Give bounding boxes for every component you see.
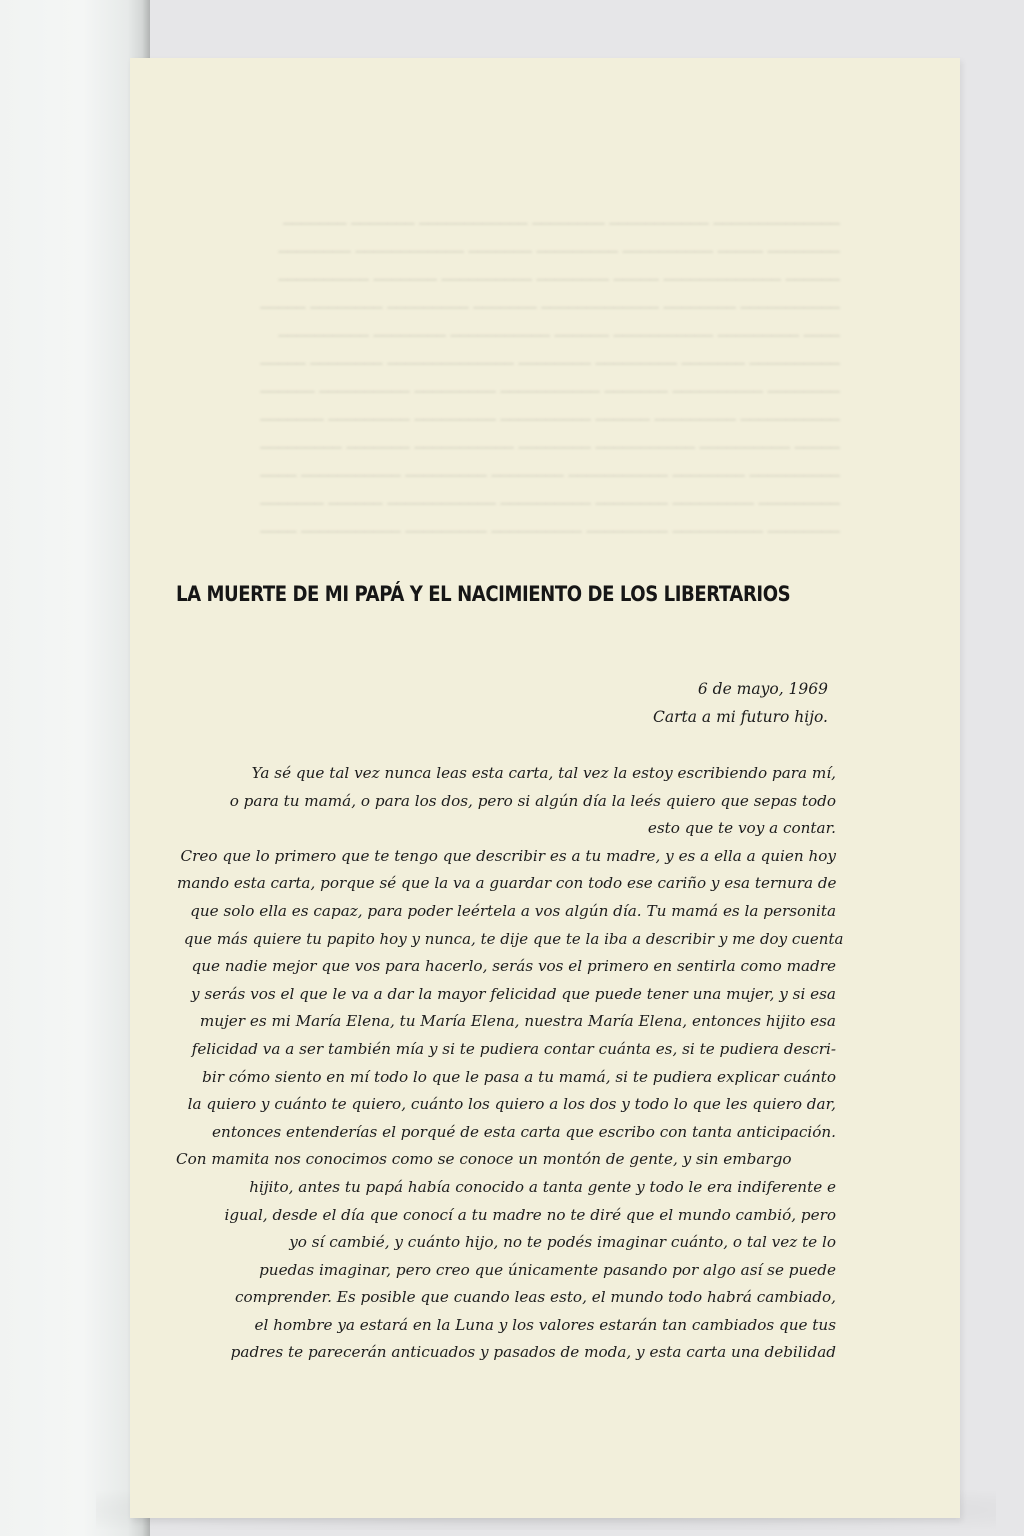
body-line: bir cómo siento en mí todo lo que le pasa a tu mamá, si te pudiera explicar cuánto [202,1067,836,1086]
body-line: puedas imaginar, pero creo que únicamente pasando por algo así se puede [259,1260,836,1279]
body-line: yo sí cambié, y cuánto hijo, no te podés imaginar cuánto, o tal vez te lo [289,1233,836,1252]
letter-body [176,760,844,1367]
body-line: Con mamita nos conocimos como se conoce un montón de gente, y sin embargo [176,1150,792,1169]
body-line: la quiero y cuánto te quiero, cuánto los quiero a los dos y todo lo que les quiero dar, [187,1095,836,1114]
body-line: Creo que lo primero que te tengo que describir es a tu madre, y es a ella a quien hoy [180,846,836,865]
letter-date: 6 de mayo, 1969 [697,680,828,698]
body-line: el hombre ya estará en la Luna y los valores estarán tan cambiados que tus [254,1315,836,1334]
body-line: entonces entenderías el porqué de esta carta que escribo con tanta anticipación. [212,1122,836,1141]
letter-heading: Carta a mi futuro hijo. [653,708,828,726]
body-line: que nadie mejor que vos para hacerlo, serás vos el primero en sentirla como madre [191,957,836,976]
body-line: esto que te voy a contar. [647,819,836,838]
body-line: comprender. Es posible que cuando leas esto, el mundo todo habrá cambiado, [235,1288,836,1307]
body-line: mando esta carta, porque sé que la va a guardar con todo ese cariño y esa ternura de [176,874,837,893]
body-line: igual, desde el día que conocí a tu madre no te diré que el mundo cambió, pero [224,1205,836,1224]
body-line: hijito, antes tu papá había conocido a tanta gente y todo le era indiferente e [249,1177,836,1196]
left-page-edge [0,0,150,1536]
body-line: felicidad va a ser también mía y si te pudiera contar cuánta es, si te pudiera descri- [191,1039,836,1058]
body-line: padres te parecerán anticuados y pasados de moda, y esta carta una debilidad [230,1343,836,1362]
chapter-title: LA MUERTE DE MI PAPÁ Y EL NACIMIENTO DE LOS LIBERTARIOS [176,582,791,606]
body-line: o para tu mamá, o para los dos, pero si algún día la leés quiero que sepas todo [229,791,836,810]
body-line: y serás vos el que le va a dar la mayor felicidad que puede tener una mujer, y si esa [191,984,836,1003]
body-line: que más quiere tu papito hoy y nunca, te dije que te la iba a describir y me doy cuenta [183,929,844,948]
body-line: que solo ella es capaz, para poder leértela a vos algún día. Tu mamá es la personita [190,901,836,920]
body-line: Ya sé que tal vez nunca leas esta carta, tal vez la estoy escribiendo para mí, [251,764,836,782]
body-line: mujer es mi María Elena, tu María Elena, nuestra María Elena, entonces hijito esa [199,1012,836,1031]
